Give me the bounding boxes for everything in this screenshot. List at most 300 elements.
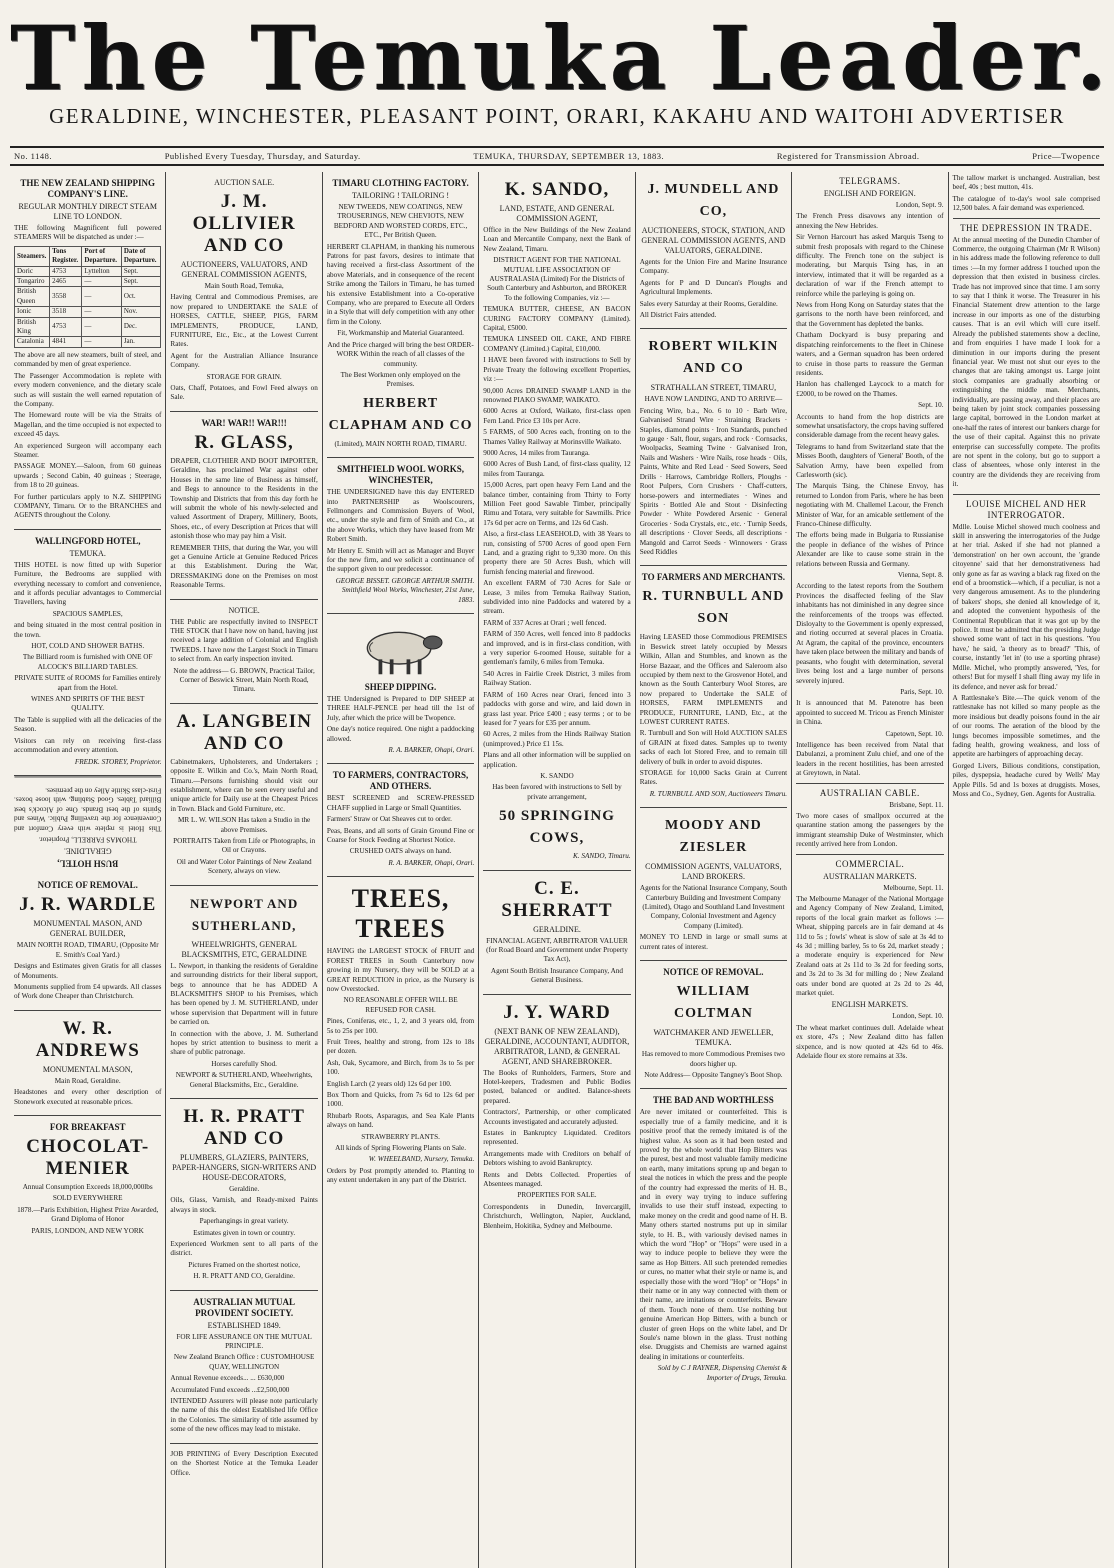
ad-heading: THE NEW ZEALAND SHIPPING COMPANY'S LINE. — [20, 178, 156, 199]
section-subheading: ENGLISH MARKETS. — [831, 1000, 909, 1010]
ad-text: STORAGE for 10,000 Sacks Grain at Current Rates. — [639, 769, 788, 787]
ad-bush-hotel — [14, 776, 161, 874]
column-2 — [166, 172, 322, 1568]
ad-text: WINES AND SPIRITS OF THE BEST QUALITY. — [30, 695, 145, 713]
table-cell: — — [82, 317, 122, 337]
ad-text: TEMUKA LINSEED OIL CAKE, AND FIBRE COMPANY (Limited.) Capital, £10,000. — [483, 335, 631, 353]
ad-text: 540 Acres in Fairlie Creek District, 3 miles from Railway Station. — [483, 669, 631, 688]
ad-text: 6000 Acres of Bush Land, of first-class quality, 12 miles from Tauranga. — [483, 460, 631, 478]
ad-heading: TO FARMERS, CONTRACTORS, AND OTHERS. — [332, 770, 469, 792]
ad-text: FARM of 160 Acres near Orari, fenced into 3 paddocks with gorse and wire, and laid down in grass last year. Price £400 ; easy terms ; or to be leased for 7 years for £35 per annum. — [483, 690, 631, 727]
ad-subheading: TEMUKA. — [69, 548, 106, 558]
ad-signature: K. SANDO, Timaru. — [572, 852, 631, 861]
table-row — [15, 307, 161, 317]
ad-text: Accumulated Fund exceeds ...£2,500,000 — [170, 1385, 290, 1394]
ad-text: The Billiard room is furnished with ONE OF ALCOCK'S BILLIARD TABLES. — [22, 653, 153, 671]
ad-text: Estates in Bankruptcy Liquidated. Creditors represented. — [483, 1129, 631, 1147]
ad-text: Ash, Oak, Sycamore, and Birch, from 3s to 5s per 100. — [326, 1058, 475, 1077]
ad-ollivier — [170, 172, 317, 412]
news-text: Telegrams to hand from Switzerland state that the Misses Booth, daughters of 'General' Booth, of the Salvation Army, have been expelled from Carlesworth (sic). — [796, 442, 944, 479]
ad-wardle-mason — [14, 874, 161, 1010]
table-cell: 3518 — [50, 307, 82, 317]
ad-text: Rents and Debts Collected. Properties of Absentees managed. — [483, 1170, 631, 1189]
news-text: At the annual meeting of the Dunedin Chamber of Commerce, the outgoing Chairman (Mr R Wilson) in his address made the following reference to dull times :—In my former address I touched upon the depression that then existed in business circles. Trade has not improved since that time. I am sorry to say that I think it worse. The Treasurer in his Financial Statement drew attention to the large increase in our imports as one of the disturbing causes. That is an evil which will cure itself. Already the published statements show a decline, and from enquiries I have made I look for a diminution in our imports during the present financial year. We must not shut our eyes to the changes that are taking amongst us. Large joint stock companies are gradually absorbing or extinguishing the middle man. Merchants, individually, are passing away, and their places are being taken by joint stock companies possessing large capital, borrowed in the London market at one-half the rates of interest our bankers charge for the use of their capital. Against this no private enterprise can successfully compete. The profits are not spent in the colony, but go to support a class of absentees, whose only interest in the country are the dividends they are receiving from it. — [952, 235, 1100, 489]
column-4 — [479, 172, 635, 1568]
ad-text: HERBERT CLAPHAM, in thanking his numerous Patrons for past favors, desires to intimate that having received a first-class Assortment of the above Materials, and in consequence of the recent Strike among the Tailors in Timaru, he has turned his extensive Establishment into a Co-operative Company, who are prepared to Execute all Orders in a Style that will defy competition with any other firm in the Colony. — [326, 242, 475, 326]
ad-text: (Limited), MAIN NORTH ROAD, TIMARU. — [334, 439, 467, 448]
ad-text: Sales every Saturday at their Rooms, Geraldine. — [639, 299, 778, 308]
ad-subheading: AUCTIONEERS, VALUATORS, AND GENERAL COMMISSION AGENTS, — [180, 260, 308, 279]
ad-text: Pines, Coniferas, etc., 1, 2, and 3 years old, from 5s to 25s per 100. — [326, 1017, 475, 1035]
ad-name: A. LANGBEIN AND CO — [176, 710, 312, 754]
ad-text: THE Undersigned is Prepared to DIP SHEEP at THREE HALF-PENCE per head till the 1st of July, after which the price will be Twopence. — [326, 695, 475, 722]
news-dateline: Vienna, Sept. 8. — [897, 571, 944, 580]
news-text: The catalogue of to-day's wool sale comprised 12,500 bales. A fair demand was experienced. — [952, 194, 1100, 213]
ad-text: This Hotel is replete with every Comfort and Convenience for the travelling Public. Wines and Spirits of the best Brands. One of Alcock's best Billiard Tables. Good Stabling, with loose boxes. First-class Skittle Alley on the premises. — [14, 786, 162, 832]
table-row — [15, 266, 161, 276]
ad-text: Headstones and every other description of Stonework executed at reasonable prices. — [14, 1088, 162, 1106]
ad-name: NEWPORT AND SUTHERLAND, — [190, 895, 299, 933]
ad-text: FARM of 337 Acres at Orari ; well fenced. — [483, 618, 607, 627]
column-6 — [792, 172, 948, 1568]
ad-name: MOODY AND ZIESLER — [665, 818, 762, 856]
ad-heading: SHEEP DIPPING. — [364, 682, 437, 692]
ad-text: BEST SCREENED and SCREW-PRESSED CHAFF supplied in Large or Small Quantities. — [326, 794, 475, 812]
ad-text: Fencing Wire, b.a., No. 6 to 10 · Barb Wire, Galvanised Strand Wire · Straining Brackets · Staples, diamond points · Iron Standards, punched to gauge · Salt, flour, sugars, and rock · Cornsacks, Woolpacks, Seaming Twine · Galvanised Iron, Nails and Washers · Wire Nails, rose heads · Oils, Paints, White and Red Lead · Seed Sowers, Seed Drills · Harrows, Cambridge Rollers, Ploughs · Root Pulpers, Corn Crushers · Chaff-cutters, horse-powers and intermediates · Wines and Spirits · Bottled Ale and Stout · Disinfecting Powder · White Powdered Arsenic · General Groceries · Soda Crystals, etc., etc. · Turnip Seeds, all descriptions · Clover Seeds, all descriptions · Mangold and Carrot Seeds · Winnowers · Grass Seed Riddles — [639, 406, 788, 556]
section-heading: TELEGRAMS. — [839, 176, 901, 186]
table-cell: Catalonia — [15, 337, 50, 347]
ad-name: WILLIAM COLTMAN — [673, 984, 753, 1022]
ad-text: The above are all new steamers, built of steel, and commanded by men of great experience. — [14, 350, 162, 369]
ad-amp-society — [170, 1291, 317, 1444]
table-cell: British Queen — [15, 287, 50, 307]
table-cell: Sept. — [121, 266, 161, 276]
issue-number: No. 1148. — [14, 151, 52, 161]
ad-subheading: LAND, ESTATE, AND GENERAL COMMISSION AGENT, — [499, 204, 615, 223]
sheep-illustration-icon — [342, 622, 460, 678]
ad-text: and being situated in the most central position in the town. — [14, 621, 162, 639]
ad-subheading: NOTICE. — [228, 605, 260, 615]
ad-text: Agents for the National Insurance Company, South Canterbury Building and Investment Company (Limited), Otago and Southland Land Investment Company, Colonial Investment and Agency Company (Limited). — [639, 884, 787, 930]
ad-text: Oils, Glass, Varnish, and Ready-mixed Paints always in stock. — [170, 1196, 318, 1214]
ad-name: R. GLASS, — [194, 431, 294, 453]
ad-text: Agents for P and D Duncan's Ploughs and Agricultural Implements. — [639, 278, 788, 297]
ad-signature: NEWPORT & SUTHERLAND, Wheelwrights, General Blacksmiths, Etc., Geraldine. — [175, 1071, 313, 1089]
ad-signature: Sold by C J RAYNER, Dispensing Chemist & Importer of Drugs, Temuka. — [657, 1364, 788, 1382]
news-text: Mdlle. Louise Michel showed much coolness and skill in answering the interrogatories of the Judge at her trial. Asked if she had not planned a 'demonstration' on her own account, the 'grande citoyenne' said that her demonstrativeness had only gone as far as waving a black rag fixed on the end of a broomstick—which, if a peculiar, is not a very dangerous amusement. As to the plundering of bakers' shops, she denied all knowledge of it, and adopted the convenient hypothesis of the Continental Republican that it was got up by the police. It must be admitted that the presiding Judge showed some want of tact in his questions. 'You have,' he said, 'a theory as to bread?' 'This, of course, instantly 'let in' (to use a sporting phrase) Mdlle. Michel, who promptly answered, 'Yes, for others! But for myself I shall fling away my life in its defence, and never ask for bread.' — [952, 522, 1100, 691]
ad-text: Are never imitated or counterfeited. This is especially true of a family medicine, and it is positive proof that the remedy imitated is of the highest value. As soon as it had been tested and proved by the whole world that Hop Bitters was the purest, best and most valuable family medicine on earth, many imitations sprung up and began to steal the notices in which the press and the people of the country had expressed the merits of H. B., and in every way trying to induce suffering invalids to use their stuff instead, expecting to make money on the credit and good name of H. B. Many others started nostrums put up in similar style, to H. B., with variously devised names in which the word "Hop" or "Hops" were used in a way to induce people to believe they were the same as Hop Bitters. All such pretended remedies or cures, no matter what their style or name is, and especially those with the word "Hop" or "Hops" in their name or in any way connected with them or their name, are imitations or counterfeits. Beware of them. Touch none of them. Use nothing but genuine American Hop Bitters, with a bunch or cluster of green Hops on the white label, and Dr Soule's name blown in the glass. Trust nothing else. Druggists and Chemists are warned against dealing in imitations or counterfeits. — [639, 1108, 788, 1361]
table-cell: 4841 — [50, 337, 82, 347]
ad-nz-shipping — [14, 172, 161, 530]
news-dateline: Melbourne, Sept. 11. — [883, 883, 944, 892]
table-cell: 4753 — [50, 317, 82, 337]
ad-text: Pictures Framed on the shortest notice, — [188, 1260, 301, 1269]
ad-heading: BUSH HOTEL, — [57, 858, 119, 869]
ad-newport-sutherland — [170, 886, 317, 1099]
ad-name: J. Y. WARD — [503, 1001, 611, 1023]
ad-text: Farmers' Straw or Oat Sheaves cut to order. — [326, 815, 452, 824]
ad-text: Agent for the Australian Alliance Insurance Company. — [170, 351, 318, 370]
ad-subheading: AUCTIONEERS, STOCK, STATION, AND GENERAL COMMISSION AGENTS, AND VALUATORS, GERALDINE. — [641, 226, 786, 255]
section-heading: COMMERCIAL. — [835, 858, 905, 869]
ad-text: STORAGE FOR GRAIN. — [206, 372, 282, 381]
ad-heading: WAR! WAR!! WAR!!! — [201, 417, 287, 428]
ad-text: Agent South British Insurance Company, And General Business. — [490, 966, 624, 985]
ad-text: The Homeward route will be via the Straits of Magellan, and the time occupied is not expected to exceed 45 days. — [14, 411, 162, 439]
ad-subheading: MONUMENTAL MASON, — [42, 1064, 133, 1074]
ad-clothing-factory — [327, 172, 474, 458]
table-row — [15, 277, 161, 287]
ad-name: C. E. SHERRATT — [501, 877, 613, 921]
ad-moody-ziesler — [640, 808, 787, 961]
table-cell: Oct. — [121, 287, 161, 307]
ad-text: 6000 Acres at Oxford, Waikato, first-class open Fern Land. Price £3 10s per Acre. — [483, 407, 631, 425]
ad-text: MR L. W. WILSON Has taken a Studio in the above Premises. — [178, 816, 311, 834]
section-heading: AUSTRALIAN CABLE. — [819, 787, 920, 798]
ad-text: THIS HOTEL is now fitted up with Superior Furniture, the Bedrooms are supplied with everything necessary to comfort and convenience, and it affords peculiar advantages to Commercial Travellers, having — [14, 560, 162, 607]
table-cell: Tongariro — [15, 277, 50, 287]
ad-text: One day's notice required. One night a paddocking allowed. — [326, 725, 475, 743]
ad-text: Mr Henry E. Smith will act as Manager and Buyer for the new firm, and we solicit a continuance of the support given to our predecessor. — [326, 546, 475, 574]
issue-date: TEMUKA, THURSDAY, SEPTEMBER 13, 1883. — [473, 151, 665, 161]
ad-text: New Zealand Branch Office : CUSTOMHOUSE QUAY, WELLINGTON — [173, 1353, 315, 1371]
ad-text: REMEMBER THIS, that during the War, you will get a Genuine Article at Genuine Reduced Prices at this Establishment. During the War, DRESSMAKING done on the Premises on most Reasonable Terms. — [170, 543, 318, 590]
ad-name: J. R. WARDLE — [19, 894, 157, 916]
ad-text: Oats, Chaff, Potatoes, and Fowl Feed always on Sale. — [170, 384, 318, 402]
ad-text: Having Central and Commodious Premises, are now prepared to UNDERTAKE the SALE of HORSES, CATTLE, SHEEP, PIGS, FARM IMPLEMENTS, PRODUCE, LAND, FURNITURE, Etc., Etc., at the Lowest Current Rates. — [170, 293, 318, 349]
ad-heading: FOR BREAKFAST — [49, 1122, 126, 1132]
ad-name: CHOCOLAT-MENIER — [26, 1136, 150, 1179]
ad-text: THE Public are respectfully invited to INSPECT THE STOCK that I have now on hand, having just received a large addition of Colonial and English TWEEDS. I have now the Largest Stock in Timaru to select from. An early inspection invited. — [170, 617, 318, 664]
table-cell: 2465 — [50, 277, 82, 287]
registration-note: Registered for Transmission Abroad. — [776, 151, 920, 161]
ad-text: HAVING the LARGEST STOCK of FRUIT and FOREST TREES in South Canterbury now growing in my Nursery, they will be SOLD at a GREAT REDUCTION in price, as the Nursery is now Overstocked. — [326, 947, 475, 993]
ad-signature: W. WHEELBAND, Nursery, Temuka. — [368, 1155, 475, 1164]
divider — [953, 494, 1100, 495]
ad-text: Geraldine. — [229, 1184, 260, 1193]
ad-mundell — [640, 172, 787, 329]
ad-text: PORTRAITS Taken from Life or Photographs, in Oil or Crayons. — [173, 837, 316, 855]
divider — [796, 854, 943, 855]
table-cell: Jan. — [121, 337, 161, 347]
table-cell: Nov. — [121, 307, 161, 317]
ad-text: 5 FARMS, of 500 Acres each, fronting on to the Thames Valley Railway at Morinsville Waikato. — [483, 428, 631, 446]
ad-text: 1878.—Paris Exhibition, Highest Prize Awarded, Grand Diploma of Honor — [17, 1205, 159, 1224]
ad-text: Cabinetmakers, Upholsterers, and Undertakers ; opposite E. Wilkin and Co.'s, Main North Road, Timaru.—Persons furnishing should visit our establishment, where can be seen every useful and unique article for Daily use at the Cheapest Prices in Town. Black and Gold Furniture, etc. — [170, 757, 318, 813]
news-text: According to the latest reports from the Southern Provinces the disaffected feeling of the Slav inhabitants has not diminished in any degree since the reinforcements of the troops was effected. Disloyalty to the Government is openly expressed, and rioting occurred at several places in Croatia. At Agram, the capital of the province, encounters have taken place between the military and bands of peasants, who fought with determination, several lives being lost and a large number of persons severely injured. — [796, 582, 944, 685]
ad-signature: R. A. BARKER, Ohapi, Orari. — [388, 858, 475, 867]
table-row — [15, 317, 161, 337]
ad-text: Visitors can rely on receiving first-class accommodation and every attention. — [14, 736, 162, 755]
ad-name: TREES, TREES — [351, 884, 450, 944]
table-row — [15, 337, 161, 347]
ad-name: ROBERT WILKIN AND CO — [648, 339, 779, 377]
ad-pratt — [170, 1099, 317, 1291]
ad-name: 50 SPRINGING COWS, — [499, 808, 615, 847]
ad-text: Correspondents in Dunedin, Invercargill, Christchurch, Wellington, Napier, Auckland, Blenheim, Hokitika, Sydney and Melbourne. — [483, 1202, 631, 1230]
ad-subheading: COMMISSION AGENTS, VALUATORS, LAND BROKERS. — [645, 862, 782, 882]
ad-text: Oil and Water Color Paintings of New Zealand Scenery, always on view. — [176, 857, 312, 876]
news-dateline: Brisbane, Sept. 11. — [889, 800, 944, 809]
table-row — [15, 287, 161, 307]
issue-price: Price—Twopence — [1032, 151, 1100, 161]
ad-signature: GEORGE BISSET. GEORGE ARTHUR SMITH. Smithfield Wool Works, Winchester, 21st June, 1883. — [335, 576, 475, 604]
ad-text: An excellent FARM of 730 Acres for Sale or Lease, 3 miles from Temuka Railway Station, subdivided into nine Paddocks and watered by a stream. — [483, 579, 631, 616]
news-text: The efforts being made in Bulgaria to Russianise the people in defiance of the wishes of Prince Alexander are like to cause some strain in the relations between Russia and Germany. — [796, 531, 944, 568]
ad-wilkin — [640, 329, 787, 566]
ad-chaff — [327, 764, 474, 877]
ad-chocolat-menier — [14, 1116, 161, 1244]
ad-heading: SMITHFIELD WOOL WORKS, WINCHESTER, — [337, 464, 465, 486]
ad-text: L. Newport, in thanking the residents of Geraldine and surrounding districts for their liberal support, begs to announce that he has ADDED A BLACKSMITH'S SHOP to his Premises, which has been opened by J. M. SUTHERLAND, under whose supervision that Department will in future be carried on. — [170, 961, 318, 1027]
ad-andrews-mason — [14, 1011, 161, 1116]
ad-text: R. Turnbull and Son will Hold AUCTION SALES of GRAIN at fixed dates. Samples up to twenty sacks of each lot Stored Free, and to remain till delivery of bulk in order to avoid disputes. — [639, 729, 788, 766]
ad-text: PROPERTIES FOR SALE. — [517, 1191, 597, 1200]
ad-text: The Best Workmen only employed on the Premises. — [340, 370, 461, 389]
divider — [953, 218, 1100, 219]
news-text: Intelligence has been received from Natal that Dabulanzi, a prominent Zulu chief, and one of the leaders in the recent hostilities, has been arrested at Greytown, in Natal. — [796, 740, 944, 778]
table-cell: Ionic — [15, 307, 50, 317]
news-text: The French Press disavows any intention of annexing the New Hebrides. — [796, 212, 944, 230]
ad-text: Monuments supplied from £4 upwards. All classes of Work done Cheaper than Christchurch. — [14, 982, 162, 1001]
divider — [796, 783, 943, 784]
ad-text: Estimates given in town or country. — [193, 1228, 296, 1237]
table-cell: British King — [15, 317, 50, 337]
ad-text: CRUSHED OATS always on hand. — [349, 847, 452, 856]
ad-subheading: MONUMENTAL MASON, AND GENERAL BUILDER, — [33, 919, 143, 939]
ad-name: H. R. PRATT AND CO — [183, 1105, 305, 1149]
ad-text: FINANCIAL AGENT, ARBITRATOR VALUER (for Road Board and Government under Property Tax Act), — [486, 936, 628, 964]
ad-text: Also, a first-class LEASEHOLD, with 38 Years to run, consisting of 5700 Acres of good open Fern Land, and a grazing right to 9,330 more. On this property there are 50 Acres Bush, which will furnish fencing material and firewood. — [483, 530, 631, 576]
ad-sheep-dipping — [327, 614, 474, 764]
table-header-cell: Tons Register. — [50, 246, 82, 266]
table-cell: 4753 — [50, 266, 82, 276]
ad-text: Orders by Post promptly attended to. Planting to any extent undertaken in any part of the District. — [326, 1166, 475, 1185]
ad-trees — [327, 877, 474, 1193]
news-dateline: Sept. 10. — [918, 401, 944, 410]
ad-text: I HAVE been favored with instructions to Sell by Private Treaty the following excellent Properties, viz :— — [483, 356, 631, 384]
ad-text: Arrangements made with Creditors on behalf of Debtors wishing to avoid Bankruptcy. — [483, 1149, 631, 1168]
ad-text: JOB PRINTING of Every Description Executed on the Shortest Notice at the Temuka Leader Office. — [170, 1449, 318, 1477]
ad-wallingford-hotel — [14, 530, 161, 776]
ad-text: THOMAS FARRELL, Proprietor. — [38, 835, 137, 844]
ad-text: The Books of Runholders, Farmers, Store and Hotel-keepers, Tradesmen and Public Bodies posted, balanced or audited. Balance-sheets prepared. — [483, 1068, 631, 1105]
ad-text: NO REASONABLE OFFER WILL BE REFUSED FOR CASH. — [343, 996, 458, 1014]
ad-name: HERBERT CLAPHAM AND CO — [328, 395, 473, 433]
table-header-cell: Port of Departure. — [82, 246, 122, 266]
table-cell: Dec. — [121, 317, 161, 337]
ad-text: Having LEASED those Commodious PREMISES in Beswick street lately occupied by Messrs Wilkin, Allan and Stumbles, and known as the Horse Bazaar, and the Offices and Saleroom also occupied by them next to the Grosvenor Hotel, and known as the South Canterbury Wool Stores, are now prepared to Undertake the SALE of HORSES, FARM IMPLEMENTS and PRODUCE, FURNITURE, LAND, Etc., at the LOWEST CURRENT RATES. — [639, 633, 788, 726]
ad-text: Rhubarb Roots, Asparagus, and Sea Kale Plants always on hand. — [326, 1111, 475, 1130]
ad-text: Main South Road, Temuka, — [204, 282, 284, 290]
ad-text: Box Thorn and Quicks, from 7s 6d to 12s 6d per 1000. — [326, 1090, 475, 1109]
ad-text: English Larch (2 years old) 12s 6d per 100. — [326, 1079, 452, 1088]
ad-subheading: TAILORING ! TAILORING ! — [352, 191, 450, 200]
ad-signature: FREDK. STOREY, Proprietor. — [74, 757, 162, 766]
news-dateline: Capetown, Sept. 10. — [885, 729, 944, 738]
ad-text: In connection with the above, J. M. Sutherland hopes by strict attention to business to merit a share of public patronage. — [170, 1029, 318, 1057]
ad-subheading: WHEELWRIGHTS, GENERAL BLACKSMITHS, ETC, GERALDINE — [181, 939, 307, 959]
ad-text: PRIVATE SUITE of ROOMS for Families entirely apart from the Hotel. — [14, 674, 161, 692]
ad-name: W. R. ANDREWS — [35, 1017, 140, 1061]
ad-text: NEW TWEEDS, NEW COATINGS, NEW TROUSERINGS, NEW CHEVIOTS, NEW BEDFORD AND WORSTED CORDS, ETC., ETC., Per British Queen. — [333, 203, 468, 240]
ad-text: PARIS, LONDON, AND NEW YORK — [31, 1226, 144, 1235]
ad-subheading: PLUMBERS, GLAZIERS, PAINTERS, PAPER-HANGERS, SIGN-WRITERS AND HOUSE-DECORATORS, — [172, 1152, 317, 1182]
ad-text: Horses carefully Shod. — [211, 1059, 277, 1068]
column-1 — [10, 172, 166, 1568]
ad-text: The Table is supplied with all the delicacies of the Season. — [14, 715, 162, 734]
ad-text: Paperhangings in great variety. — [199, 1217, 289, 1226]
ad-brown-tailor — [170, 600, 317, 704]
table-cell: — — [82, 277, 122, 287]
table-cell: — — [82, 337, 122, 347]
ad-coltman — [640, 961, 787, 1089]
table-cell: — — [82, 287, 122, 307]
section-heading: LOUISE MICHEL AND HER INTERROGATOR. — [966, 498, 1087, 520]
ad-text: DISTRICT AGENT FOR THE NATIONAL MUTUAL LIFE ASSOCIATION OF AUSTRALASIA (Limited) For the Districts of South Canterbury and Ashburton, and BROKER To the following Companies, viz :— — [487, 256, 627, 302]
table-header-cell: Date of Departure. — [121, 246, 161, 266]
ad-subheading: REGULAR MONTHLY DIRECT STEAM LINE TO LONDON. — [18, 202, 157, 221]
news-text: Sir Vernon Harcourt has asked Marquis Tseng to submit fresh proposals with regard to the Chinese difficulty. The French tone on the subject is moderating, but Marquis Tsing has, in an interview, intimated that it will be regarded as a declaration of war if the French attempt to reinforce while the parleying is going on. — [796, 233, 944, 298]
ad-text: Fit, Workmanship and Material Guaranteed. — [337, 329, 464, 338]
column-3 — [323, 172, 479, 1568]
ad-heading: THE BAD AND WORTHLESS — [652, 1095, 774, 1106]
ad-text: Has removed to more Commodious Premises two doors higher up. — [641, 1050, 785, 1068]
ad-name: J. M. OLLIVIER AND CO — [192, 191, 296, 256]
ad-text: SPACIOUS SAMPLES, — [52, 609, 123, 618]
ad-signature: H. R. PRATT AND CO, Geraldine. — [193, 1272, 295, 1281]
ad-text: Contractors', Partnership, or other complicated Accounts investigated and accurately adjusted. — [483, 1108, 631, 1126]
section-subheading: ENGLISH AND FOREIGN. — [823, 189, 916, 198]
ad-text: 60 Acres, 2 miles from the Hinds Railway Station (unimproved.) Price £1 15s. — [483, 730, 631, 748]
ad-subheading: WATCHMAKER AND JEWELLER, TEMUKA. — [653, 1028, 774, 1048]
ad-text: Agents for the Union Fire and Marine Insurance Company. — [639, 258, 788, 276]
news-text: The Marquis Tsing, the Chinese Envoy, has returned to London from Paris, where he has been negotiating with M. Challemel Lacour, the French Minister of War, for an amicable settlement of the Franco-Chinese difficulty. — [796, 482, 944, 528]
ad-text: For further particulars apply to N.Z. SHIPPING COMPANY, Timaru. Or to the BRANCHES and AGENTS throughout the Colony. — [14, 492, 162, 520]
ad-name: R. TURNBULL AND SON — [642, 589, 785, 627]
news-text: The wheat market continues dull. Adelaide wheat ex store, 47s ; New Zealand ditto has fallen sixpence, and is now quoted at 42s 6d to 46s. Adelaide flour ex store remains at 33s. — [796, 1023, 944, 1061]
steamer-table-header — [15, 246, 161, 266]
section-heading: THE DEPRESSION IN TRADE. — [960, 222, 1093, 233]
ad-sherratt — [483, 871, 630, 995]
ad-subheading: ESTABLISHED 1849. — [207, 1320, 281, 1330]
ad-text: Note the address— G. BROWN, Practical Tailor, Corner of Beswick Street, Main North Road, Timaru. — [173, 666, 315, 694]
steamer-table — [14, 246, 161, 348]
table-cell: Doric — [15, 266, 50, 276]
ad-text: And the Price charged will bring the best ORDER-WORK Within the reach of all classes of the community. — [327, 340, 474, 368]
news-text: Two more cases of smallpox occurred at the quarantine station among the passengers by the immigrant steamship Duke of Westminster, which recently arrived here from London. — [796, 811, 944, 849]
table-cell: Lyttelton — [82, 266, 122, 276]
news-dateline: Paris, Sept. 10. — [900, 687, 944, 696]
ad-smithfield-wool — [327, 458, 474, 614]
ad-heading: TO FARMERS AND MERCHANTS. — [641, 572, 785, 583]
newspaper-subtitle: GERALDINE, WINCHESTER, PLEASANT POINT, ORARI, KAKAHU AND WAITOHI ADVERTISER — [49, 104, 1065, 128]
ad-text: 9000 Acres, 14 miles from Tauranga. — [483, 448, 590, 457]
ad-name: K. SANDO, — [504, 179, 610, 200]
dateline — [10, 146, 1104, 166]
news-text: News from Hong Kong on Saturday states that the garrisons to the north have been reinforced, and that the Government has depleted the banks. — [796, 301, 944, 328]
publication-schedule: Published Every Tuesday, Thursday, and Saturday. — [164, 151, 361, 161]
ad-signature: K. SANDO — [540, 771, 574, 780]
ad-signature: R. A. BARKER, Ohapi, Orari. — [388, 746, 475, 755]
ad-text: STRAWBERRY PLANTS. — [361, 1132, 440, 1141]
ad-text: Note Address— Opposite Tangney's Boot Shop. — [644, 1070, 783, 1079]
table-cell: Sept. — [121, 277, 161, 287]
ad-job-printing — [170, 1444, 317, 1486]
ad-text: THE UNDERSIGNED have this day ENTERED into PARTNERSHIP as Woolscourers, Fellmongers and Commission Buyers of Wool, etc., under the style and firm of Smith and Co., at the above Works, which they have leased from Mr Robert Smith. — [326, 488, 475, 544]
ad-text: Plans and all other information will be supplied on application. — [483, 751, 631, 769]
news-text: A Rattlesnake's Bite.—The quick venom of the rattlesnake has not killed so many people as the more insidious but deadly poisons found in the air of our rooms. The aeration of the blood by the lungs becomes impossible sometimes, and the fading health, growing weakness, and loss of appetite are harbingers of approaching decay. — [952, 693, 1100, 759]
ad-text: FOR LIFE ASSURANCE ON THE MUTUAL PRINCIPLE. — [176, 1332, 312, 1351]
ad-text: Fruit Trees, healthy and strong, from 12s to 18s per dozen. — [326, 1037, 475, 1056]
ad-text: INTENDED Assurers will please note particularly the name of this the oldest Established life Office in the Colonies. The similarity of title assumed by some of the new offices may lead to mistake. — [170, 1397, 318, 1434]
ad-text: TEMUKA BUTTER, CHEESE, AN BACON CURING FACTORY COMPANY (Limited). Capital, £5000. — [483, 305, 631, 333]
news-text: Accounts to hand from the hop districts are somewhat unsatisfactory, the crops having suffered considerable damage from the recent heavy gales. — [796, 412, 944, 440]
ad-text: All kinds of Spring Flowering Plants on Sale. — [335, 1144, 467, 1152]
ad-text: SOLD EVERYWHERE — [52, 1194, 123, 1203]
ad-text: DRAPER, CLOTHIER AND BOOT IMPORTER, Geraldine, has proclaimed War against other Houses in the same line of Business as himself, and Begs to announce to the Residents in the Township and Districts that from this day forth he will submit the whole of his newly-selected and valued Assortment of Drapery, Millinery, Boots, Shoes, etc., of every Description at Prices that will astonish those who may pay him a Visit. — [170, 456, 318, 541]
ad-text: FARM of 350 Acres, well fenced into 8 paddocks and improved, and is in first-class condition, with a very superior 6-roomed House, suitable for a gentleman's family, 6 miles from Temuka. — [483, 630, 631, 667]
ad-subheading: GERALDINE. — [533, 924, 581, 934]
ad-text: The Passenger Accommodation is replete with every modern convenience, and the dietary scale such as will sustain the well earned reputation of the Company. — [14, 371, 162, 408]
news-text: The Melbourne Manager of the National Mortgage and Agency Company of New Zealand, Limited, reports of the local grain market as follows :— Wheat, shipping parcels are in fair demand at 4s 11d to 5s ; fowls' wheat is slow of sale at 3s 4d to 4s 3d ; milling barley, 5s to 6s 2d, market steady ; a moderate enquiry is experienced for New Zealand oats at 2s 11d to 3s 2d for feeding sorts, and 3s 2d to 3s 3d for milling do ; New Zealand oats under bond are quoted at 2s 2d to 2s 4d, market quiet. — [796, 895, 944, 998]
ad-heading: AUSTRALIAN MUTUAL PROVIDENT SOCIETY. — [193, 1296, 296, 1318]
news-text: Chatham Dockyard is busy preparing and dispatching reinforcements to the fleet in Chinese waters, and a German squadron has been ordered to cruise in those parts to reassure the German residents. — [796, 331, 944, 377]
ad-subheading: STRATHALLAN STREET, TIMARU, — [650, 383, 777, 393]
column-7 — [949, 172, 1104, 1568]
news-text: Gorged Livers, Bilious conditions, constipation, piles, dyspepsia, headache cured by Wells' May Apple Pills. 5d and 1s boxes at druggists. Moses, Moss and Co., Sydney, Gen. Agents for Australia. — [952, 761, 1100, 798]
ad-text: Office in the New Buildings of the New Zealand Loan and Mercantile Company, next the Bank of New Zealand, Timaru. — [483, 226, 631, 253]
columns — [10, 172, 1104, 1568]
ad-subheading: AUCTION SALE. — [214, 178, 275, 187]
ad-glass-draper — [170, 412, 317, 600]
ad-text: Annual Consumption Exceeds 18,000,000lbs — [22, 1183, 153, 1191]
ad-text: Has been favored with instructions to Sell by private arrangement, — [492, 783, 622, 801]
ad-subheading: (NEXT BANK OF NEW ZEALAND), GERALDINE, ACCOUNTANT, AUDITOR, ARBITRATOR, LAND, & GENERAL AGENT, AND SHAREBROKER. — [484, 1026, 630, 1066]
ad-text: HOT, COLD AND SHOWER BATHS. — [31, 642, 145, 651]
ad-text: HAVE NOW LANDING, AND TO ARRIVE— — [644, 395, 783, 404]
ad-turnbull — [640, 566, 787, 808]
ad-text: THE following Magnificent full powered STEAMERS Will be dispatched as under :— — [14, 224, 162, 242]
ad-text: Annual Revenue exceeds... ... £630,000 — [170, 1374, 285, 1383]
news-text: It is announced that M. Patenotre has been appointed to succeed M. Tricou as French Minister in China. — [796, 699, 944, 727]
newspaper-title: The Temuka Leader. — [10, 6, 1113, 110]
ad-text: 90,000 Acres DRAINED SWAMP LAND in the renowned PIAKO SWAMP, WAIKATO. — [483, 386, 631, 404]
ad-signature: R. TURNBULL AND SON, Auctioneers Timaru. — [649, 789, 788, 798]
ad-text: 15,000 Acres, part open heavy Fern Land and the balance timber, containing from Thirty to Forty Million Feet good Sawable Timber, principally Rimu and Totara, very suitable for Sawmills. Price 17s 6d per acre on Terms, and 12s 6d Cash. — [483, 481, 631, 527]
ad-ward — [483, 995, 630, 1240]
column-5 — [636, 172, 792, 1568]
news-dateline: London, Sept. 10. — [892, 1012, 944, 1021]
ad-heading: TIMARU CLOTHING FACTORY. — [332, 178, 469, 188]
table-cell: — — [82, 307, 122, 317]
table-cell: 3558 — [50, 287, 82, 307]
steamer-table-body — [15, 266, 161, 347]
news-dateline: London, Sept. 9. — [895, 201, 944, 209]
ad-heading: NOTICE OF REMOVAL. — [663, 967, 764, 978]
news-text: Hanlon has challenged Laycock to a match for £2000, to be rowed on the Thames. — [796, 380, 944, 398]
ad-text: An experienced Surgeon will accompany each Steamer. — [14, 441, 162, 459]
ad-text: Peas, Beans, and all sorts of Grain Ground Fine or Coarse for Stock Feeding at Shortest Notice. — [326, 826, 475, 845]
ad-name: J. MUNDELL AND CO, — [647, 182, 780, 219]
ad-heading: WALLINGFORD HOTEL, — [34, 535, 141, 546]
table-header-cell: Steamers. — [15, 246, 50, 266]
ad-text: MONEY TO LEND in large or small sums at current rates of interest. — [639, 933, 788, 951]
masthead — [10, 6, 1113, 128]
ad-text: Designs and Estimates given Gratis for all classes of Monuments. — [14, 962, 162, 980]
section-subheading: AUSTRALIAN MARKETS. — [823, 871, 917, 881]
ad-subheading: GERALDINE. — [63, 846, 112, 856]
